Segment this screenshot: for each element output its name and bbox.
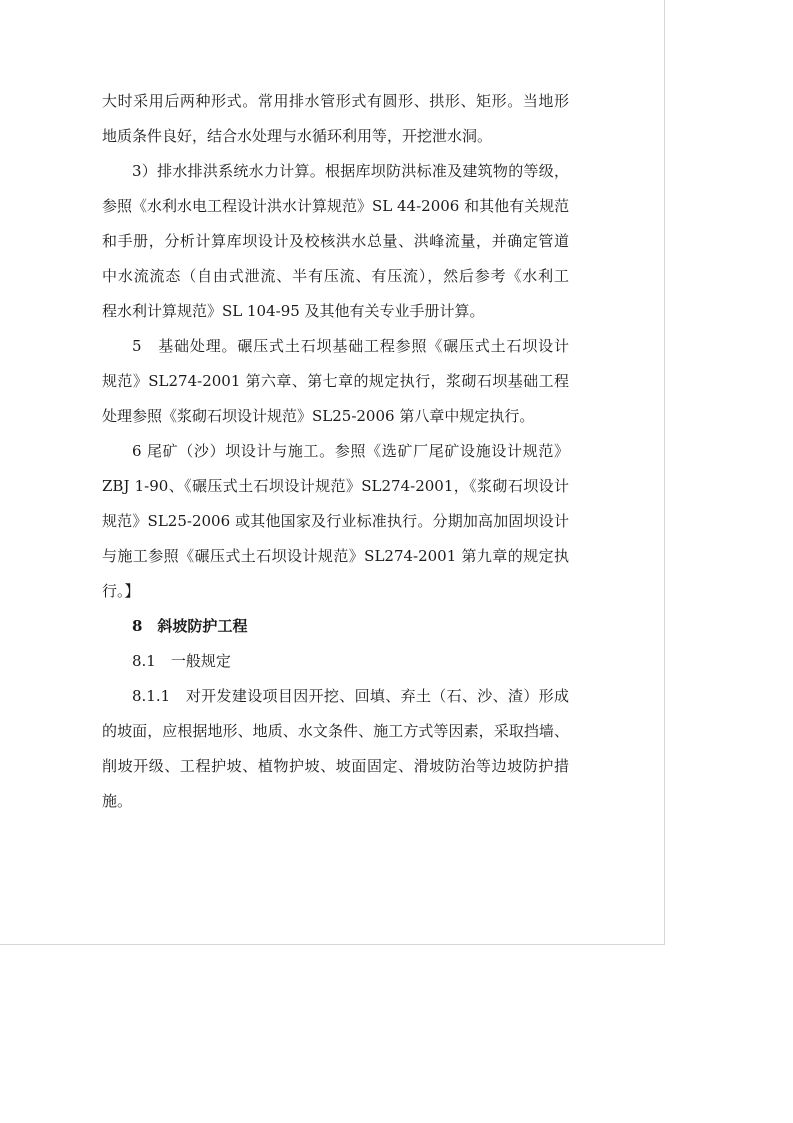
paragraph-line: 参照《水利水电工程设计洪水计算规范》SL 44-2006 和其他有关规范 [102,197,569,215]
paragraph-line: 中水流流态（自由式泄流、半有压流、有压流），然后参考《水利工 [102,267,569,285]
paragraph-line: 8.1.1 对开发建设项目因开挖、回填、弃土（石、沙、渣）形成 [132,687,569,705]
page-body [102,84,569,819]
section-heading: 8 斜坡防护工程 [132,617,248,635]
paragraph-line: 处理参照《浆砌石坝设计规范》SL25-2006 第八章中规定执行。 [102,407,535,425]
paragraph-line: 行。】 [102,582,140,600]
paragraph-line: 规范》SL274-2001 第六章、第七章的规定执行，浆砌石坝基础工程 [102,372,569,390]
paragraph-line: 大时采用后两种形式。常用排水管形式有圆形、拱形、矩形。当地形 [102,92,569,110]
paragraph-line: 5 基础处理。碾压式土石坝基础工程参照《碾压式土石坝设计 [132,337,569,355]
subsection-heading: 8.1 一般规定 [132,652,231,670]
paragraph-line: 施。 [102,792,133,810]
paragraph-line: 程水利计算规范》SL 104-95 及其他有关专业手册计算。 [102,302,485,320]
paragraph-line: 3）排水排洪系统水力计算。根据库坝防洪标准及建筑物的等级， [132,162,569,180]
paragraph-line: 地质条件良好，结合水处理与水循环利用等，开挖泄水洞。 [102,127,493,145]
paragraph-line: 的坡面，应根据地形、地质、水文条件、施工方式等因素，采取挡墙、 [102,722,569,740]
paragraph-line: 规范》SL25-2006 或其他国家及行业标准执行。分期加高加固坝设计 [102,512,569,530]
paragraph-line: 6 尾矿（沙）坝设计与施工。参照《选矿厂尾矿设施设计规范》 [132,442,569,460]
paragraph-line: 和手册，分析计算库坝设计及校核洪水总量、洪峰流量，并确定管道 [102,232,569,250]
paragraph-line: ZBJ 1-90、《碾压式土石坝设计规范》SL274-2001，《浆砌石坝设计 [102,477,569,495]
paragraph-line: 与施工参照《碾压式土石坝设计规范》SL274-2001 第九章的规定执 [102,547,569,565]
paragraph-line: 削坡开级、工程护坡、植物护坡、坡面固定、滑坡防治等边坡防护措 [102,757,569,775]
